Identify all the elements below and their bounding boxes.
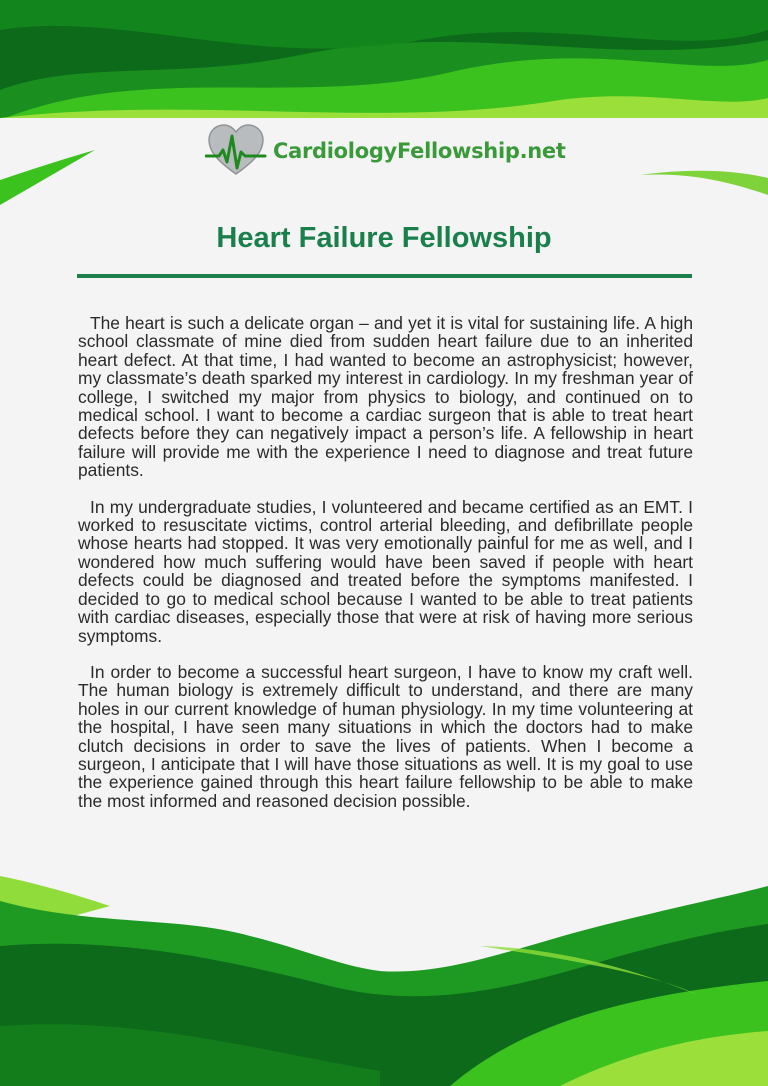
paragraph: The heart is such a delicate organ – and yet it is vital for sustaining life. A high school classmate of mine died from sudden heart failure due to an inherited heart defect. At that time, I had wanted to become an astrophysicist; however, my classmate’s death sparked my interest in cardiology. In my freshman year of college, I switched my major from physics to biology, and continued on to medical school. I want to become a cardiac surgeon that is able to treat heart defects before they can negatively impact a person’s life. A fellowship in heart failure will provide me with the experience I need to diagnose and treat future patients. <box>78 313 693 481</box>
essay-body <box>78 314 693 828</box>
bottom-wave-decoration <box>0 876 768 1086</box>
logo-text: CardiologyFellowship.net <box>273 139 566 163</box>
title-divider <box>77 274 692 278</box>
paragraph: In order to become a successful heart surgeon, I have to know my craft well. The human biology is extremely difficult to understand, and there are many holes in our current knowledge of human physiology. In my time volunteering at the hospital, I have seen many situations in which the doctors had to make clutch decisions in order to save the lives of patients. When I become a surgeon, I anticipate that I will have those situations as well. It is my goal to use the experience gained through this heart failure fellowship to be able to make the most informed and reasoned decision possible. <box>78 661 693 811</box>
heart-pulse-icon <box>205 122 267 180</box>
paragraph: In my undergraduate studies, I volunteered and became certified as an EMT. I worked to resuscitate victims, control arterial bleeding, and defibrillate people whose hearts had stopped. It was very emotionally painful for me as well, and I wondered how much suffering would have been saved if people with heart defects could be diagnosed and treated before the symptoms manifested. I decided to go to medical school because I wanted to be able to treat patients with cardiac diseases, especially those that were at risk of having more serious symptoms. <box>78 496 693 646</box>
page-title: Heart Failure Fellowship <box>216 222 552 254</box>
site-logo[interactable] <box>205 122 566 180</box>
